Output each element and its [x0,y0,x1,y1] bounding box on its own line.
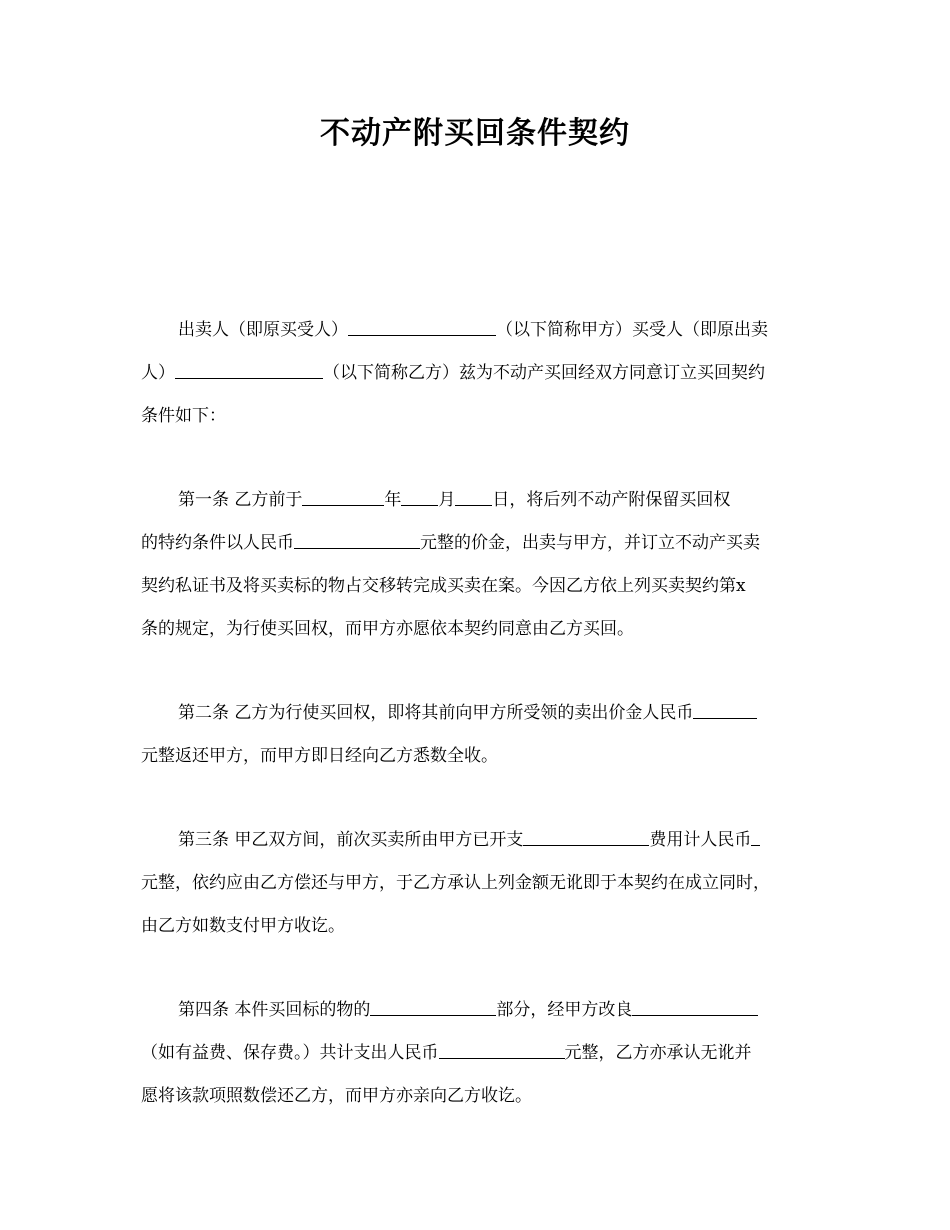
article1-line-4: 条的规定，为行使买回权，而甲方亦愿依本契约同意由乙方买回。 [141,619,634,639]
document-title: 不动产附买回条件契约 [320,116,630,151]
year-label: 年 [384,490,402,510]
article4-line-1 [178,998,758,1022]
article1-text: 元整的价金，出卖与甲方，并订立不动产买卖 [420,533,760,553]
expense-item-blank[interactable] [523,829,649,846]
intro-text: （以下简称甲方）买受人（即原出卖 [496,320,768,340]
article3-line-2: 元整，依约应由乙方偿还与甲方，于乙方承认上列金额无讹即于本契约在成立同时， [141,873,770,893]
intro-text: 人） [141,363,175,383]
intro-text: （以下简称乙方）兹为不动产买回经双方同意订立买回契约 [323,363,765,383]
intro-line-1 [178,318,768,342]
article4-text: （如有益费、保存费。）共计支出人民币 [141,1043,439,1063]
article3-line-1 [178,828,760,852]
article3-text: 第三条 甲乙双方间，前次买卖所由甲方已开支 [178,830,524,850]
sale-price-blank[interactable] [294,532,420,549]
day-blank[interactable] [455,489,492,506]
article1-text: 日，将后列不动产附保留买回权 [492,490,731,510]
article1-text: 第一条 乙方前于 [178,490,303,510]
month-blank[interactable] [401,489,438,506]
article1-text: 的特约条件以人民币 [141,533,294,553]
expense-amount-blank[interactable] [751,829,760,846]
article4-text: 元整，乙方亦承认无讹并 [564,1043,752,1063]
party-b-name-blank[interactable] [175,362,323,379]
article2-line-2: 元整返还甲方，而甲方即日经向乙方悉数全收。 [141,746,498,766]
article4-text: 第四条 本件买回标的物的 [178,1000,371,1020]
seller-label: 出卖人（即原买受人） [178,320,348,340]
article4-line-2 [141,1041,752,1065]
month-label: 月 [438,490,456,510]
article1-line-2 [141,531,760,555]
article2-text: 第二条 乙方为行使买回权，即将其前向甲方所受领的卖出价金人民币 [178,703,694,723]
property-part-blank[interactable] [370,999,496,1016]
intro-line-3: 条件如下： [141,406,226,426]
article3-line-3: 由乙方如数支付甲方收讫。 [141,916,345,936]
party-a-name-blank[interactable] [348,319,496,336]
article4-line-3: 愿将该款项照数偿还乙方，而甲方亦亲向乙方收讫。 [141,1086,532,1106]
article1-line-3: 契约私证书及将买卖标的物占交移转完成买卖在案。今因乙方依上列买卖契约第x [141,576,746,596]
article3-text: 费用计人民币 [649,830,752,850]
intro-line-2 [141,361,765,385]
improvement-cost-blank[interactable] [439,1042,565,1059]
article4-text: 部分，经甲方改良 [496,1000,633,1020]
article2-line-1 [178,701,757,725]
improvement-blank[interactable] [632,999,758,1016]
refund-amount-blank[interactable] [693,702,757,719]
year-blank[interactable] [302,489,384,506]
article1-line-1 [178,488,730,512]
